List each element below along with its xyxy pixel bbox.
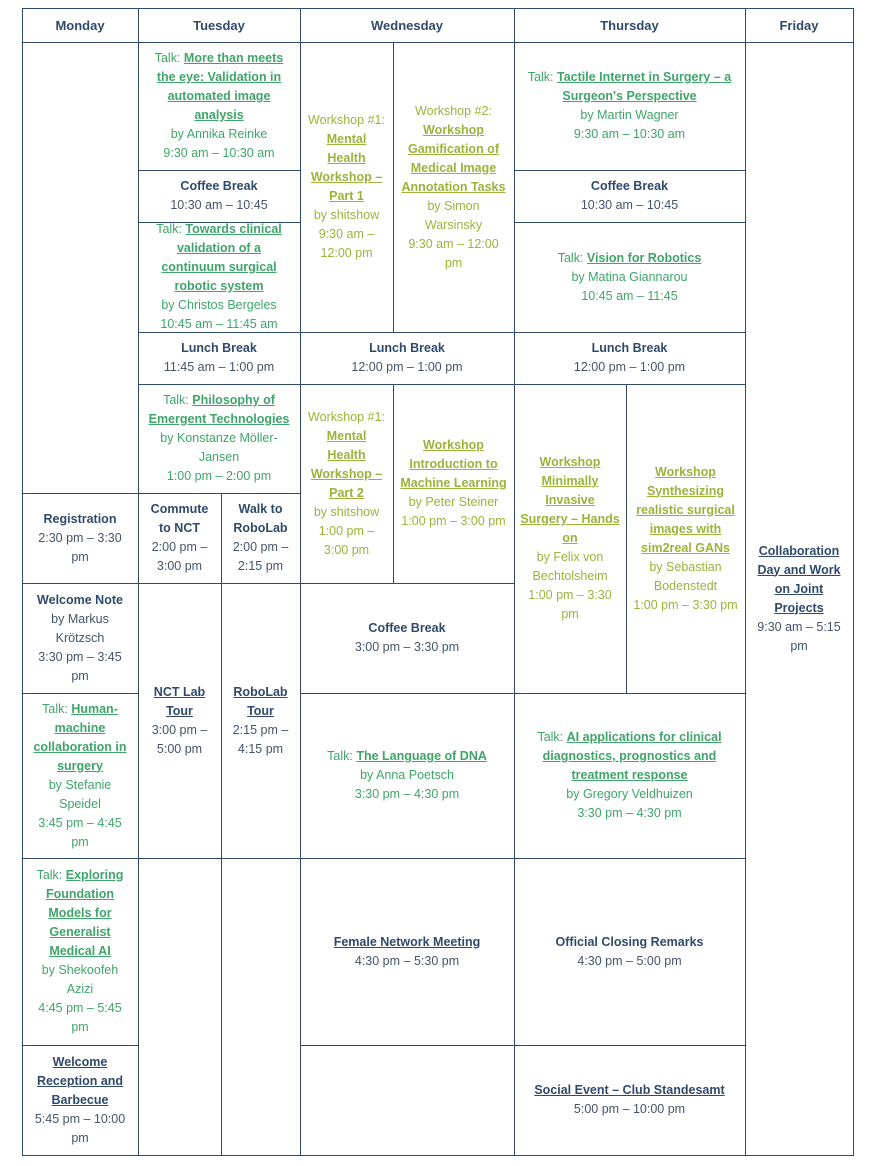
- event-time: 10:45 am – 11:45: [581, 288, 678, 303]
- event-time: 5:45 pm – 10:00 pm: [34, 1111, 126, 1145]
- event-heading: [144, 500, 215, 538]
- event-time: 1:00 pm – 3:30 pm: [528, 588, 612, 621]
- cell-content: [632, 463, 739, 615]
- cell-content: [520, 68, 739, 144]
- header-friday: Friday: [779, 17, 819, 33]
- event-title-link[interactable]: Exploring Foundation Models for Generalist Medical AI: [45, 868, 124, 958]
- wed-lunch: [300, 332, 514, 384]
- wed-empty-evening: [300, 1045, 514, 1155]
- event-speaker: by shitshow: [313, 208, 380, 222]
- wed-female-network: [300, 858, 514, 1045]
- event-prefix: Talk:: [537, 730, 567, 744]
- cell-content: [28, 866, 132, 1037]
- thu-social: [514, 1045, 745, 1155]
- thu-ws-gans: [626, 384, 745, 693]
- cell-content: [399, 436, 508, 531]
- event-title-link: Lunch Break: [181, 341, 257, 355]
- event-time: 3:00 pm – 3:30 pm: [354, 640, 460, 654]
- event-time: 2:15 pm – 4:15 pm: [232, 722, 289, 756]
- event-time: 4:45 pm – 5:45 pm: [38, 1001, 122, 1034]
- cell-content: [534, 1081, 724, 1119]
- event-title-link: Official Closing Remarks: [555, 934, 704, 949]
- event-prefix: Workshop #1:: [308, 113, 385, 127]
- event-time: 3:45 pm – 4:45 pm: [38, 815, 122, 849]
- cell-content: [334, 933, 481, 971]
- event-title-link: Welcome Note: [37, 592, 123, 607]
- tue-nct-tour: [138, 583, 221, 858]
- wed-ws-ml: [393, 384, 514, 583]
- tue-walk-robolab: [221, 493, 300, 583]
- event-title-link[interactable]: Female Network Meeting: [333, 934, 481, 949]
- wed-talk-dna: [300, 693, 514, 858]
- tue-robolab-tour: [221, 583, 300, 858]
- mon-empty-morning: [22, 42, 138, 493]
- cell-content: [306, 111, 387, 263]
- mon-welcome-note: [22, 583, 138, 693]
- tue-coffee: [138, 170, 300, 222]
- event-heading: [334, 933, 481, 952]
- event-heading: [227, 500, 294, 538]
- event-speaker: by shitshow: [313, 504, 380, 519]
- cell-content: [144, 683, 215, 759]
- event-title-link[interactable]: Workshop Synthesizing realistic surgical images with sim2real GANs: [636, 464, 735, 555]
- event-time: 9:30 am – 10:30 am: [163, 146, 275, 160]
- event-title-link[interactable]: Social Event – Club Standesamt: [534, 1083, 725, 1097]
- event-time: 10:30 am – 10:45: [170, 198, 268, 212]
- cell-content: [327, 747, 487, 804]
- event-time: 10:45 am – 11:45 am: [160, 317, 278, 331]
- event-time: 1:00 pm – 2:00 pm: [166, 469, 272, 483]
- tue-talk-validation: [138, 42, 300, 170]
- event-speaker: by Stefanie Speidel: [48, 777, 112, 811]
- wed-ws2-gamification: [393, 42, 514, 332]
- event-heading: [520, 68, 739, 106]
- event-time: 2:00 pm – 3:00 pm: [151, 540, 208, 573]
- event-time: 3:30 pm – 4:30 pm: [354, 787, 460, 801]
- thu-talk-tactile: [514, 42, 745, 170]
- event-prefix: Talk:: [163, 393, 193, 407]
- event-prefix: Talk:: [36, 868, 66, 882]
- cell-content: [399, 102, 508, 273]
- event-title-link[interactable]: Welcome Reception and Barbecue: [36, 1054, 124, 1107]
- event-time: 3:30 pm – 3:45 pm: [38, 649, 122, 683]
- event-time: 9:30 am – 12:00 pm: [318, 227, 375, 260]
- event-prefix: Talk:: [527, 70, 558, 84]
- event-title-link[interactable]: More than meets the eye: Validation in automated image analysis: [156, 51, 284, 122]
- event-heading: [227, 683, 294, 721]
- tue-commute-nct: [138, 493, 221, 583]
- event-title-link: Coffee Break: [368, 621, 446, 635]
- event-speaker: by Anna Poetsch: [360, 768, 454, 782]
- header-monday: Monday: [55, 17, 105, 33]
- event-heading: [28, 1053, 132, 1110]
- mon-talk-foundation: [22, 858, 138, 1045]
- cell-content: [28, 591, 132, 686]
- event-title-link[interactable]: AI applications for clinical diagnostics, prognostics and treatment response: [542, 730, 722, 782]
- wed-ws1-mental-health-2: [300, 384, 393, 583]
- event-speaker: by Martin Wagner: [580, 108, 679, 122]
- event-heading: [28, 700, 132, 776]
- event-heading: [351, 339, 462, 358]
- event-title-link[interactable]: Collaboration Day and Work on Joint Projects: [757, 543, 841, 615]
- thu-coffee: [514, 170, 745, 222]
- cell-content: [574, 339, 685, 377]
- event-heading: [306, 408, 387, 503]
- event-time: 9:30 am – 5:15 pm: [757, 619, 841, 653]
- event-title-link: Coffee Break: [180, 179, 258, 193]
- event-heading: [520, 453, 620, 548]
- event-time: 10:30 am – 10:45: [580, 198, 679, 212]
- event-heading: [28, 591, 132, 610]
- event-heading: [28, 510, 132, 529]
- tue-lunch: [138, 332, 300, 384]
- event-title-link: Registration: [43, 511, 117, 526]
- tue-talk-philosophy: [138, 384, 300, 493]
- event-title-link[interactable]: Philosophy of Emergent Technologies: [148, 393, 290, 426]
- wed-coffee: [300, 583, 514, 693]
- event-title-link: Lunch Break: [369, 341, 445, 355]
- wed-ws1-mental-health: [300, 42, 393, 332]
- event-title-link[interactable]: Human-machine collaboration in surgery: [33, 701, 127, 773]
- mon-talk-hmc: [22, 693, 138, 858]
- event-title-link[interactable]: RoboLab Tour: [233, 684, 288, 718]
- header-wednesday: Wednesday: [370, 17, 443, 33]
- thu-ws-mis: [514, 384, 626, 693]
- event-heading: [144, 391, 294, 429]
- cell-content: [28, 510, 132, 567]
- cell-content: [28, 1053, 132, 1148]
- event-time: 9:30 am – 12:00 pm: [408, 236, 499, 270]
- thu-talk-vision: [514, 222, 745, 332]
- event-speaker: by Peter Steiner: [408, 495, 499, 509]
- cell-content: [520, 453, 620, 624]
- event-prefix: Talk:: [42, 701, 72, 716]
- event-speaker: by Simon Warsinsky: [424, 198, 483, 232]
- event-speaker: by Markus Krötzsch: [51, 611, 109, 645]
- event-heading: [355, 619, 459, 638]
- event-heading: [28, 866, 132, 961]
- event-speaker: by Annika Reinke: [170, 127, 268, 141]
- event-heading: [632, 463, 739, 558]
- event-time: 12:00 pm – 1:00 pm: [351, 360, 463, 374]
- mon-reception: [22, 1045, 138, 1155]
- event-prefix: Talk:: [156, 222, 186, 236]
- event-heading: [164, 339, 274, 358]
- event-heading: [558, 249, 702, 268]
- event-time: 2:30 pm – 3:30 pm: [38, 530, 122, 564]
- event-title-link: Walk to RoboLab: [233, 502, 288, 535]
- cell-content: [351, 339, 462, 377]
- event-title-link[interactable]: The Language of DNA: [356, 749, 487, 763]
- event-time: 3:00 pm – 5:00 pm: [151, 722, 208, 756]
- event-speaker: by Konstanze Möller-Jansen: [160, 431, 278, 464]
- event-speaker: by Christos Bergeles: [161, 298, 277, 312]
- header-thursday: Thursday: [600, 17, 659, 33]
- cell-content: [227, 683, 294, 759]
- event-time: 4:30 pm – 5:30 pm: [354, 953, 460, 968]
- event-time: 2:00 pm – 2:15 pm: [232, 540, 289, 573]
- cell-content: [144, 49, 294, 163]
- event-speaker: by Felix von Bechtolsheim: [532, 550, 608, 583]
- event-speaker: by Gregory Veldhuizen: [566, 787, 693, 801]
- event-title-link: Coffee Break: [590, 179, 669, 193]
- event-title-link[interactable]: Workshop Minimally Invasive Surgery – Hands on: [520, 455, 620, 545]
- event-heading: [520, 728, 739, 785]
- event-time: 4:30 pm – 5:00 pm: [577, 953, 682, 968]
- event-speaker: by Shekoofeh Azizi: [41, 963, 119, 996]
- header-tuesday: Tuesday: [193, 17, 245, 33]
- tue-empty-right: [221, 858, 300, 1155]
- event-heading: [399, 436, 508, 493]
- thu-talk-ai: [514, 693, 745, 858]
- event-heading: [144, 49, 294, 125]
- event-title-link[interactable]: Workshop Introduction to Machine Learning: [400, 438, 507, 490]
- event-heading: [170, 177, 267, 196]
- event-title-link[interactable]: Mental Health Workshop – Part 2: [310, 428, 383, 500]
- tue-empty-left: [138, 858, 221, 1155]
- cell-content: [306, 408, 387, 560]
- event-title-link[interactable]: Vision for Robotics: [586, 250, 702, 265]
- event-time: 11:45 am – 1:00 pm: [163, 360, 275, 374]
- event-prefix: Workshop #1:: [308, 409, 385, 424]
- event-time: 9:30 am – 10:30 am: [573, 127, 686, 141]
- event-heading: [574, 339, 685, 358]
- event-title-link: Commute to NCT: [150, 502, 209, 535]
- cell-content: [751, 542, 847, 656]
- event-time: 1:00 pm – 3:00 pm: [318, 523, 375, 557]
- fri-collaboration: [745, 42, 853, 1155]
- cell-content: [144, 220, 294, 334]
- thu-closing: [514, 858, 745, 1045]
- cell-content: [144, 391, 294, 486]
- cell-content: [28, 700, 132, 852]
- event-prefix: Workshop #2:: [415, 103, 492, 118]
- cell-content: [144, 500, 215, 576]
- event-heading: [144, 683, 215, 721]
- event-heading: [581, 177, 678, 196]
- event-time: 5:00 pm – 10:00 pm: [573, 1102, 686, 1116]
- cell-content: [355, 619, 459, 657]
- event-title-link[interactable]: Towards clinical validation of a continuum surgical robotic system: [161, 222, 282, 293]
- event-title-link: Lunch Break: [591, 341, 668, 355]
- event-prefix: Talk:: [327, 749, 357, 763]
- event-prefix: Talk:: [557, 250, 587, 265]
- event-speaker: by Sebastian Bodenstedt: [649, 559, 722, 593]
- cell-content: [556, 933, 704, 971]
- event-heading: [306, 111, 387, 206]
- event-time: 1:00 pm – 3:30 pm: [633, 597, 738, 612]
- event-time: 1:00 pm – 3:00 pm: [401, 514, 506, 528]
- thu-lunch: [514, 332, 745, 384]
- cell-content: [558, 249, 702, 306]
- event-heading: [327, 747, 487, 766]
- event-title-link[interactable]: Workshop Gamification of Medical Image Annotation Tasks: [401, 122, 506, 194]
- event-heading: [556, 933, 704, 952]
- event-title-link[interactable]: Mental Health Workshop – Part 1: [310, 132, 383, 203]
- cell-content: [164, 339, 274, 377]
- event-time: 12:00 pm – 1:00 pm: [573, 360, 686, 374]
- event-speaker: by Matina Giannarou: [571, 269, 688, 284]
- tue-talk-continuum: [138, 222, 300, 332]
- cell-content: [581, 177, 678, 215]
- cell-content: [520, 728, 739, 823]
- event-heading: [534, 1081, 724, 1100]
- event-prefix: Talk:: [154, 51, 184, 65]
- cell-content: [170, 177, 267, 215]
- event-heading: [399, 102, 508, 197]
- cell-content: [227, 500, 294, 576]
- event-title-link[interactable]: Tactile Internet in Surgery – a Surgeon's Perspective: [557, 70, 732, 103]
- event-title-link[interactable]: NCT Lab Tour: [153, 684, 206, 718]
- event-heading: [144, 220, 294, 296]
- event-heading: [751, 542, 847, 618]
- mon-registration: [22, 493, 138, 583]
- event-time: 3:30 pm – 4:30 pm: [577, 806, 682, 820]
